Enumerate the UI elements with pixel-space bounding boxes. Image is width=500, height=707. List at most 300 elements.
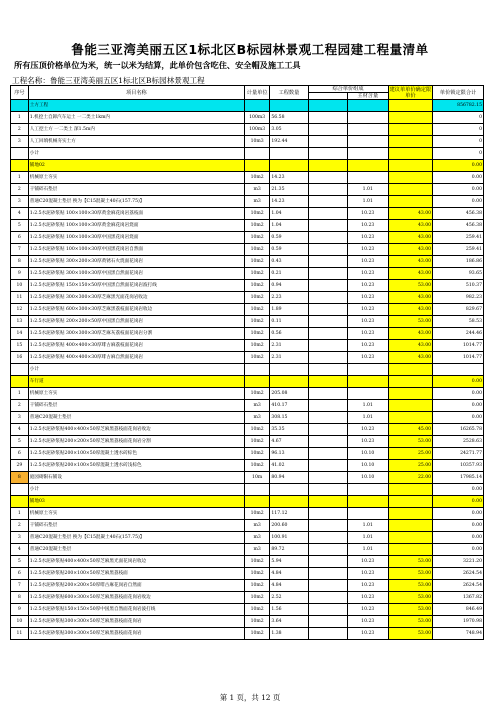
table-row xyxy=(11,616,484,628)
cell-seq: 1 xyxy=(11,508,29,520)
cell-qty: 14.23 xyxy=(270,172,308,184)
cell-mat: 10.10 xyxy=(347,460,388,472)
table-row xyxy=(11,628,484,640)
cell-total: 93.65 xyxy=(433,268,484,280)
cell-name: 干铺碎石垫层 xyxy=(28,400,244,412)
table-row xyxy=(11,268,484,280)
cell-blank xyxy=(308,532,347,544)
cell-unit: m3 xyxy=(244,412,269,424)
cell-seq: 5 xyxy=(11,220,29,232)
cell-seq: 2 xyxy=(11,400,29,412)
table-row xyxy=(11,520,484,532)
page-footer: 第 1 页，共 12 页 xyxy=(219,693,281,702)
cell-blank xyxy=(308,544,347,556)
cell-price: 53.00 xyxy=(388,592,433,604)
table-row xyxy=(11,280,484,292)
cell-total: 0.00 xyxy=(433,520,484,532)
cell-total: 0 xyxy=(433,124,484,136)
cell-seq: 3 xyxy=(11,136,29,148)
cell-total: 0 xyxy=(433,148,484,160)
cell-blank xyxy=(308,496,347,508)
cell-name: 1:2.5水泥砂浆贴 600×300×30厚芝麻黑荔枝面花岗岩收边 xyxy=(28,304,244,316)
cell-seq: 1 xyxy=(11,112,29,124)
header-price: 建议单单价确定限单价 xyxy=(389,86,432,99)
cell-unit: 10m2 xyxy=(244,628,269,640)
cell-name: 1:2.5水泥砂浆贴 400×400×30厚啡古麻自然面花岗岩 xyxy=(28,352,244,364)
table-row xyxy=(11,412,484,424)
cell-unit: 10m2 xyxy=(244,592,269,604)
cell-mat: 10.23 xyxy=(347,244,388,256)
table-row xyxy=(11,568,484,580)
cell-unit xyxy=(244,484,269,496)
table-row xyxy=(11,388,484,400)
cell-seq: 13 xyxy=(11,316,29,328)
cell-price: 25.00 xyxy=(388,448,433,460)
cell-price xyxy=(388,532,433,544)
cell-mat: 1.01 xyxy=(347,412,388,424)
header-combo: 综合单价组成 xyxy=(308,86,388,93)
cell-name: 小计 xyxy=(28,484,244,496)
cell-total: 0.00 xyxy=(433,508,484,520)
cell-mat: 10.23 xyxy=(347,616,388,628)
cell-seq: 11 xyxy=(11,292,29,304)
cell-blank xyxy=(308,244,347,256)
cell-name: 1:2.5水泥砂浆贴300×300×50厚芝麻黑荔枝面花岗岩 xyxy=(28,616,244,628)
cell-name: 铺地03 xyxy=(28,496,244,508)
cell-total: 259.41 xyxy=(433,244,484,256)
cell-qty xyxy=(270,364,308,376)
cell-mat: 10.23 xyxy=(347,328,388,340)
cell-unit: 10m2 xyxy=(244,580,269,592)
cell-total: 1970.98 xyxy=(433,616,484,628)
cell-seq: 3 xyxy=(11,532,29,544)
cell-price: 53.00 xyxy=(388,616,433,628)
cell-seq: 9 xyxy=(11,604,29,616)
cell-seq: 6 xyxy=(11,448,29,460)
cell-unit: 10m2 xyxy=(244,352,269,364)
cell-mat xyxy=(347,508,388,520)
header-combo-blank xyxy=(308,93,347,100)
cell-total: 856782.15 xyxy=(433,100,484,112)
cell-qty: 1.89 xyxy=(270,304,308,316)
cell-name: 1:2.5水泥砂浆贴150×150×50厚中国黑自然面花岗岩波打线 xyxy=(28,604,244,616)
cell-qty: 80.94 xyxy=(270,472,308,484)
cell-unit: m3 xyxy=(244,532,269,544)
table-row xyxy=(11,292,484,304)
cell-seq: 5 xyxy=(11,556,29,568)
cell-unit: 10m2 xyxy=(244,328,269,340)
cell-total: 2528.63 xyxy=(433,436,484,448)
cell-total: 456.38 xyxy=(433,208,484,220)
cell-blank xyxy=(308,580,347,592)
cell-price xyxy=(388,148,433,160)
cell-blank xyxy=(308,100,347,112)
table-row xyxy=(11,136,484,148)
section-row xyxy=(11,100,484,112)
cell-name: 1:2.5水泥砂浆贴 300×300×30厚芝麻黑光面花岗岩收边 xyxy=(28,292,244,304)
cell-qty: 4.67 xyxy=(270,436,308,448)
cell-seq: 4 xyxy=(11,208,29,220)
cell-unit: 10m2 xyxy=(244,244,269,256)
cell-total xyxy=(433,364,484,376)
cell-seq xyxy=(11,148,29,160)
cell-seq: 2 xyxy=(11,184,29,196)
cell-price: 53.00 xyxy=(388,580,433,592)
cell-blank xyxy=(308,232,347,244)
cell-mat: 1.01 xyxy=(347,184,388,196)
cell-seq: 12 xyxy=(11,304,29,316)
cell-name: 铺地02 xyxy=(28,160,244,172)
cell-total: 510.37 xyxy=(433,280,484,292)
cell-price: 53.00 xyxy=(388,604,433,616)
cell-name: 机械原土夯实 xyxy=(28,388,244,400)
cell-qty xyxy=(270,376,308,388)
cell-name: 普通C20混凝土垫层 换为【C15混凝土40石(157.75)】 xyxy=(28,532,244,544)
group-row xyxy=(11,160,484,172)
cell-qty: 2.31 xyxy=(270,352,308,364)
cell-total: 0.00 xyxy=(433,544,484,556)
cell-blank xyxy=(308,568,347,580)
cell-total: 0.00 xyxy=(433,496,484,508)
table-row xyxy=(11,328,484,340)
cell-qty: 5.94 xyxy=(270,556,308,568)
cell-blank xyxy=(308,340,347,352)
cell-total: 0.00 xyxy=(433,412,484,424)
cell-seq xyxy=(11,364,29,376)
cell-price: 45.00 xyxy=(388,424,433,436)
header-total: 单价锁定限合计 xyxy=(433,86,484,100)
cell-qty: 410.17 xyxy=(270,400,308,412)
cell-unit: 10m2 xyxy=(244,172,269,184)
cell-unit: 10m2 xyxy=(244,448,269,460)
cell-blank xyxy=(308,328,347,340)
cell-mat: 10.23 xyxy=(347,208,388,220)
cell-seq: 1 xyxy=(11,388,29,400)
cell-qty: 1.38 xyxy=(270,628,308,640)
cell-total: 0 xyxy=(433,112,484,124)
cell-total: 24271.77 xyxy=(433,448,484,460)
cell-mat: 10.23 xyxy=(347,436,388,448)
cell-name: 干铺碎石垫层 xyxy=(28,520,244,532)
header-name: 项目名称 xyxy=(28,86,244,100)
cell-unit: 10m2 xyxy=(244,280,269,292)
cell-name: 1:2.5水泥砂浆贴200×100×50厚芝麻黑荔枝面 xyxy=(28,568,244,580)
cell-unit: 100m3 xyxy=(244,112,269,124)
cell-seq: 9 xyxy=(11,268,29,280)
cell-price xyxy=(388,100,433,112)
table-row xyxy=(11,460,484,472)
cell-blank xyxy=(308,436,347,448)
cell-blank xyxy=(308,268,347,280)
cell-total: 2624.54 xyxy=(433,580,484,592)
cell-blank xyxy=(308,280,347,292)
cell-qty: 3.05 xyxy=(270,124,308,136)
cell-mat xyxy=(347,112,388,124)
table-row xyxy=(11,508,484,520)
cell-mat: 10.23 xyxy=(347,280,388,292)
header-unit: 计量单位 xyxy=(244,86,269,100)
cell-blank xyxy=(308,352,347,364)
cell-mat: 1.01 xyxy=(347,532,388,544)
cell-blank xyxy=(308,136,347,148)
cell-name: 1:2.5水泥砂浆贴600×300×50厚芝麻黑荔枝面花岗岩收边 xyxy=(28,592,244,604)
cell-unit: m3 xyxy=(244,196,269,208)
cell-blank xyxy=(308,304,347,316)
cell-seq: 16 xyxy=(11,352,29,364)
table-row xyxy=(11,556,484,568)
cell-total: 2624.54 xyxy=(433,568,484,580)
cell-blank xyxy=(308,292,347,304)
cell-total: 748.94 xyxy=(433,628,484,640)
cell-qty: 0.11 xyxy=(270,316,308,328)
table-row xyxy=(11,580,484,592)
group-row xyxy=(11,376,484,388)
cell-price xyxy=(388,508,433,520)
cell-mat: 10.23 xyxy=(347,292,388,304)
cell-unit xyxy=(244,148,269,160)
cell-seq: 8 xyxy=(11,592,29,604)
cell-name: 1:2.5水泥砂浆贴200×200×50厚芝麻黑荔枝面花岗岩分割 xyxy=(28,436,244,448)
cell-mat xyxy=(347,376,388,388)
cell-seq: 10 xyxy=(11,616,29,628)
cell-name: 车行道 xyxy=(28,376,244,388)
cell-total: 0.00 xyxy=(433,400,484,412)
cell-blank xyxy=(308,424,347,436)
cell-price: 43.00 xyxy=(388,220,433,232)
cell-unit: 10m2 xyxy=(244,292,269,304)
cell-name: 人工回填机械夯实土方 xyxy=(28,136,244,148)
cell-qty: 0.56 xyxy=(270,328,308,340)
cell-qty: 3.64 xyxy=(270,616,308,628)
cell-blank xyxy=(308,148,347,160)
cell-blank xyxy=(308,592,347,604)
cell-price xyxy=(388,160,433,172)
cell-mat xyxy=(347,364,388,376)
cell-seq xyxy=(11,100,29,112)
cell-seq: 2 xyxy=(11,520,29,532)
table-row xyxy=(11,172,484,184)
cell-name: 普通C20混凝土垫层 xyxy=(28,412,244,424)
cell-name: 1:2.5水泥砂浆贴 300×300×30厚芝麻灰荔枝面花岗岩分割 xyxy=(28,328,244,340)
cell-total: 846.49 xyxy=(433,604,484,616)
cell-seq: 14 xyxy=(11,328,29,340)
page-title: 鲁能三亚湾美丽五区1标北区B标园林景观工程园建工程量清单 xyxy=(71,42,429,57)
cell-unit: 10m3 xyxy=(244,136,269,148)
cell-qty: 4.84 xyxy=(270,580,308,592)
cell-total: 1014.77 xyxy=(433,352,484,364)
cell-total: 0.00 xyxy=(433,388,484,400)
cell-name: 庭园砌限石铺设 xyxy=(28,472,244,484)
cell-unit: 10m2 xyxy=(244,316,269,328)
cell-price xyxy=(388,112,433,124)
cell-name: 1:2.5水泥砂浆贴 100×100×30厚中国黑花岗岩烧面 xyxy=(28,232,244,244)
table-row xyxy=(11,124,484,136)
cell-total: 456.38 xyxy=(433,220,484,232)
table-row xyxy=(11,232,484,244)
cell-qty: 2.23 xyxy=(270,292,308,304)
cell-mat: 1.01 xyxy=(347,196,388,208)
cell-total: 244.46 xyxy=(433,328,484,340)
cell-mat xyxy=(347,484,388,496)
cell-mat: 10.23 xyxy=(347,268,388,280)
cell-mat: 10.23 xyxy=(347,628,388,640)
cell-qty: 35.35 xyxy=(270,424,308,436)
cell-price xyxy=(388,400,433,412)
cell-qty: 200.60 xyxy=(270,520,308,532)
cell-total: 1367.82 xyxy=(433,592,484,604)
table-row xyxy=(11,112,484,124)
cell-blank xyxy=(308,604,347,616)
cell-total: 259.41 xyxy=(433,232,484,244)
cell-mat xyxy=(347,496,388,508)
cell-name: 1:2.5水泥砂浆贴400×400×50厚芝麻黑光面花岗岩收边 xyxy=(28,556,244,568)
cell-price: 43.00 xyxy=(388,256,433,268)
cell-qty: 1.04 xyxy=(270,208,308,220)
cell-blank xyxy=(308,196,347,208)
cell-blank xyxy=(308,376,347,388)
cell-price xyxy=(388,172,433,184)
cell-seq: 3 xyxy=(11,196,29,208)
cell-qty: 205.08 xyxy=(270,388,308,400)
cell-name: 普通C20混凝土垫层 xyxy=(28,544,244,556)
cell-blank xyxy=(308,448,347,460)
cell-unit: 10m2 xyxy=(244,340,269,352)
cell-unit: 10m xyxy=(244,472,269,484)
cell-seq xyxy=(11,496,29,508)
cell-seq xyxy=(11,484,29,496)
cell-unit: 10m2 xyxy=(244,424,269,436)
cell-unit: 10m2 xyxy=(244,388,269,400)
cell-mat: 1.01 xyxy=(347,544,388,556)
cell-total: 0 xyxy=(433,136,484,148)
cell-qty: 89.72 xyxy=(270,544,308,556)
cell-total: 0.00 xyxy=(433,532,484,544)
cell-unit: m3 xyxy=(244,400,269,412)
cell-seq: 8 xyxy=(11,256,29,268)
cell-name: 小计 xyxy=(28,148,244,160)
cell-price xyxy=(388,124,433,136)
bill-of-quantities-table xyxy=(10,85,484,640)
cell-price: 43.00 xyxy=(388,244,433,256)
cell-blank xyxy=(308,400,347,412)
cell-price xyxy=(388,364,433,376)
cell-mat: 10.23 xyxy=(347,304,388,316)
cell-blank xyxy=(308,460,347,472)
cell-total: 17985.14 xyxy=(433,472,484,484)
cell-name: 普通C20混凝土垫层 换为【C15混凝土40石(157.75)】 xyxy=(28,196,244,208)
cell-qty: 4.84 xyxy=(270,568,308,580)
cell-seq: 8 xyxy=(11,472,29,484)
cell-qty: 1.56 xyxy=(270,604,308,616)
cell-qty xyxy=(270,160,308,172)
cell-total: 3221.20 xyxy=(433,556,484,568)
table-row xyxy=(11,400,484,412)
cell-total: 982.23 xyxy=(433,292,484,304)
cell-price: 43.00 xyxy=(388,340,433,352)
cell-unit: 10m2 xyxy=(244,220,269,232)
cell-price xyxy=(388,496,433,508)
cell-blank xyxy=(308,556,347,568)
cell-mat: 10.23 xyxy=(347,340,388,352)
cell-name: 1:2.5水泥砂浆贴300×300×50厚芝麻黑荔枝面花岗岩 xyxy=(28,628,244,640)
subtotal-row xyxy=(11,364,484,376)
cell-seq: 2 xyxy=(11,124,29,136)
cell-name: 干铺碎石垫层 xyxy=(28,184,244,196)
table-header-row xyxy=(11,86,484,93)
cell-mat xyxy=(347,148,388,160)
cell-unit xyxy=(244,364,269,376)
cell-unit: 10m2 xyxy=(244,556,269,568)
cell-mat: 10.23 xyxy=(347,424,388,436)
cell-total: 0.00 xyxy=(433,160,484,172)
cell-unit xyxy=(244,496,269,508)
cell-price: 43.00 xyxy=(388,304,433,316)
cell-seq: 11 xyxy=(11,628,29,640)
cell-mat xyxy=(347,388,388,400)
table-body xyxy=(11,100,484,640)
cell-seq: 15 xyxy=(11,340,29,352)
cell-price xyxy=(388,412,433,424)
cell-blank xyxy=(308,172,347,184)
cell-seq: 10 xyxy=(11,280,29,292)
cell-price: 43.00 xyxy=(388,232,433,244)
cell-unit: m3 xyxy=(244,184,269,196)
cell-unit: 10m2 xyxy=(244,460,269,472)
cell-unit: 10m2 xyxy=(244,508,269,520)
cell-mat: 10.23 xyxy=(347,352,388,364)
cell-name: 小计 xyxy=(28,364,244,376)
cell-name: 1:2.5水泥砂浆贴200×100×50厚混凝土透水砖棕色 xyxy=(28,448,244,460)
cell-unit: m3 xyxy=(244,520,269,532)
cell-total: 186.86 xyxy=(433,256,484,268)
cell-name: 1:2.5水泥砂浆贴 400×400×30厚啡古麻荔枝面花岗岩 xyxy=(28,340,244,352)
cell-price xyxy=(388,376,433,388)
cell-price: 43.00 xyxy=(388,352,433,364)
cell-unit: 10m2 xyxy=(244,256,269,268)
cell-unit: m3 xyxy=(244,544,269,556)
cell-qty: 0.21 xyxy=(270,268,308,280)
table-row xyxy=(11,532,484,544)
cell-price: 43.00 xyxy=(388,328,433,340)
cell-blank xyxy=(308,316,347,328)
cell-price xyxy=(388,184,433,196)
cell-blank xyxy=(308,484,347,496)
cell-qty: 0.94 xyxy=(270,280,308,292)
cell-blank xyxy=(308,628,347,640)
cell-total: 0.00 xyxy=(433,484,484,496)
cell-mat: 10.23 xyxy=(347,220,388,232)
cell-total: 58.53 xyxy=(433,316,484,328)
table-row xyxy=(11,340,484,352)
cell-unit xyxy=(244,100,269,112)
table-row xyxy=(11,244,484,256)
cell-name: 1:2.5水泥砂浆贴400×400×50厚芝麻黑荔枝面花岗岩收边 xyxy=(28,424,244,436)
cell-qty: 308.15 xyxy=(270,412,308,424)
cell-seq: 6 xyxy=(11,232,29,244)
cell-price: 53.00 xyxy=(388,316,433,328)
cell-name: 1.机挖土自卸汽车运土 一二类土1km内 xyxy=(28,112,244,124)
cell-total: 16265.78 xyxy=(433,424,484,436)
table-row xyxy=(11,352,484,364)
table-row xyxy=(11,448,484,460)
cell-name: 1:2.5水泥砂浆贴 100×100×30厚黄金麻花岗岩荔枝面 xyxy=(28,208,244,220)
header-mat: 主材含量 xyxy=(347,93,388,100)
table-row xyxy=(11,256,484,268)
cell-blank xyxy=(308,520,347,532)
cell-blank xyxy=(308,508,347,520)
cell-price xyxy=(388,544,433,556)
cell-qty: 0.59 xyxy=(270,244,308,256)
